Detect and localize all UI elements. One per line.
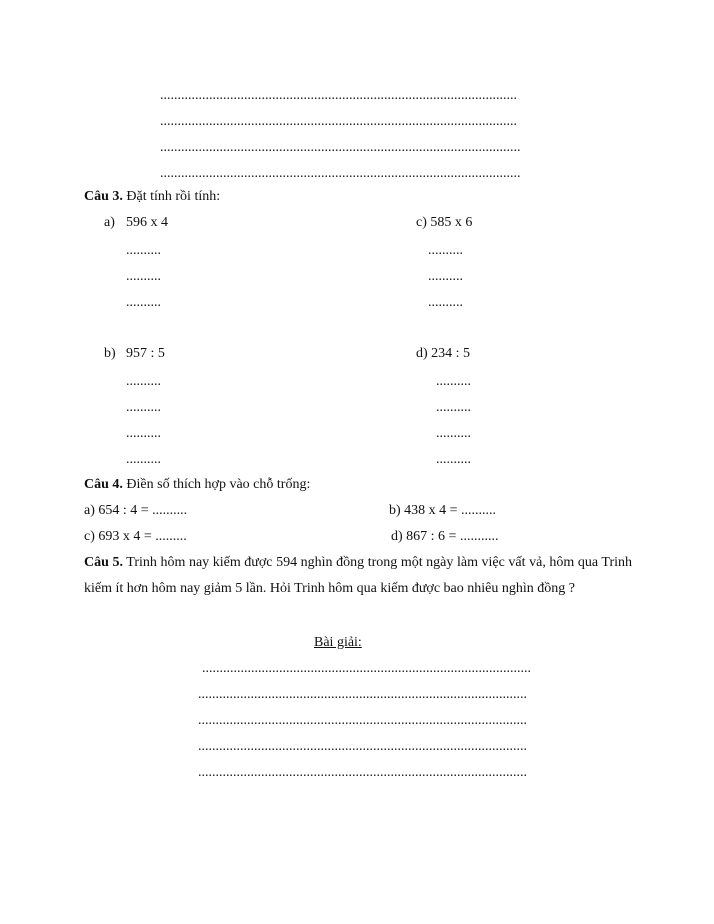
item-d-expression: d) 234 : 5 (416, 346, 471, 361)
solution-line: .............................................................................................. (198, 765, 527, 780)
answer-line: ...................................................................................................... (160, 88, 517, 103)
fill-item-b: b) 438 x 4 = .......... (389, 503, 497, 518)
solution-line: .............................................................................................. (198, 687, 527, 702)
question-4-label: Câu 4. (84, 477, 123, 492)
work-line: .......... (126, 426, 161, 441)
solution-line: .............................................................................................. (202, 661, 531, 676)
question-4-heading (84, 477, 310, 493)
question-3-instruction: Đặt tính rồi tính: (122, 189, 221, 204)
answer-line: ...................................................................................................... (160, 114, 517, 129)
fill-item-a: a) 654 : 4 = .......... (84, 503, 188, 518)
fill-item-c: c) 693 x 4 = ......... (84, 529, 187, 544)
work-line: .......... (126, 295, 161, 310)
work-line: .......... (126, 269, 161, 284)
work-line: .......... (436, 400, 471, 415)
work-line: .......... (436, 426, 471, 441)
work-line: .......... (428, 295, 463, 310)
work-line: .......... (436, 374, 471, 389)
work-line: .......... (436, 452, 471, 467)
work-line: .......... (126, 452, 161, 467)
work-line: .......... (126, 243, 161, 258)
question-5-paragraph (84, 550, 632, 602)
answer-line: ....................................................................................................... (160, 140, 521, 155)
question-3-label: Câu 3. (84, 189, 123, 204)
question-3-heading (84, 189, 220, 205)
question-5-text: Trinh hôm nay kiếm được 594 nghìn đồng trong một ngày làm việc vất vả, hôm qua Trinh kiếm ít hơn hôm nay giảm 5 lần. Hỏi Trinh hôm qua kiếm được bao nhiêu nghìn đồng ? (84, 555, 633, 596)
solution-line: .............................................................................................. (198, 739, 527, 754)
work-line: .......... (126, 374, 161, 389)
item-b-expression: 957 : 5 (126, 346, 165, 361)
solution-line: .............................................................................................. (198, 713, 527, 728)
item-a-expression: 596 x 4 (126, 215, 168, 230)
answer-line: ....................................................................................................... (160, 166, 521, 181)
question-4-instruction: Điền số thích hợp vào chỗ trống: (122, 477, 311, 492)
question-5-label: Câu 5. (84, 555, 123, 570)
work-line: .......... (428, 243, 463, 258)
fill-item-d: d) 867 : 6 = ........... (391, 529, 499, 544)
item-a-marker: a) (104, 215, 115, 230)
solution-title: Bài giải: (314, 635, 362, 650)
work-line: .......... (428, 269, 463, 284)
item-b-marker: b) (104, 346, 116, 361)
item-c-expression: c) 585 x 6 (416, 215, 473, 230)
work-line: .......... (126, 400, 161, 415)
